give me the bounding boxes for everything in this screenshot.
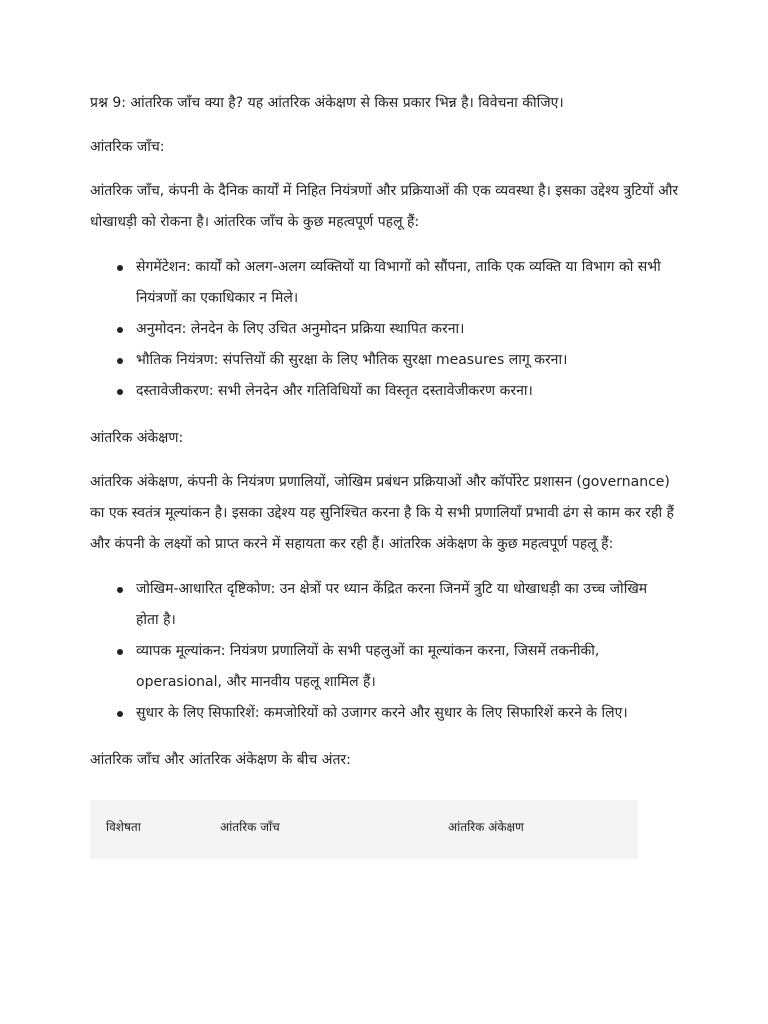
bullet-list-internal-check [90,252,680,407]
list-item: जोखिम-आधारित दृष्टिकोण: उन क्षेत्रों पर ध्यान केंद्रित करना जिनमें त्रुटि या धोखाधड़ी का उच्च जोखिम होता है। [136,574,680,636]
list-item: दस्तावेजीकरण: सभी लेनदेन और गतिविधियों का विस्तृत दस्तावेजीकरण करना। [136,376,680,407]
section-heading-internal-check: आंतरिक जाँच: [90,139,165,155]
table-header-internal-audit: आंतरिक अंकेक्षण [448,820,524,834]
section-heading-internal-audit: आंतरिक अंकेक्षण: [90,430,184,446]
paragraph-internal-audit: आंतरिक अंकेक्षण, कंपनी के नियंत्रण प्रणालियों, जोखिम प्रबंधन प्रक्रियाओं और कॉर्पोरेट प्रशासन (governance) का एक स्वतंत्र मूल्यांकन है। इसका उद्देश्य यह सुनिश्चित करना है कि ये सभी प्रणालियाँ प्रभावी ढंग से काम कर रही हैं और कंपनी के लक्ष्यों को प्राप्त करने में सहायता कर रही हैं। आंतरिक अंकेक्षण के कुछ महत्वपूर्ण पहलू हैं: [90,474,674,552]
comparison-table-header [90,800,638,859]
question-text: प्रश्न 9: आंतरिक जाँच क्या है? यह आंतरिक अंकेक्षण से किस प्रकार भिन्न है। विवेचना कीजिए। [90,95,564,111]
list-item: सुधार के लिए सिफारिशें: कमजोरियों को उजागर करने और सुधार के लिए सिफारिशें करने के लिए। [136,698,680,729]
table-header-internal-check: आंतरिक जाँच [220,820,280,834]
list-item: व्यापक मूल्यांकन: नियंत्रण प्रणालियों के सभी पहलुओं का मूल्यांकन करना, जिसमें तकनीकी, operasional, और मानवीय पहलू शामिल हैं। [136,636,680,698]
bullet-list-internal-audit [90,574,680,729]
list-item: सेगमेंटेशन: कार्यों को अलग-अलग व्यक्तियों या विभागों को सौंपना, ताकि एक व्यक्ति या विभाग को सभी नियंत्रणों का एकाधिकार न मिले। [136,252,680,314]
list-item: भौतिक नियंत्रण: संपत्तियों की सुरक्षा के लिए भौतिक सुरक्षा measures लागू करना। [136,345,680,376]
section-heading-difference: आंतरिक जाँच और आंतरिक अंकेक्षण के बीच अंतर: [90,752,351,768]
list-item: अनुमोदन: लेनदेन के लिए उचित अनुमोदन प्रक्रिया स्थापित करना। [136,314,680,345]
paragraph-internal-check: आंतरिक जाँच, कंपनी के दैनिक कार्यों में निहित नियंत्रणों और प्रक्रियाओं की एक व्यवस्था है। इसका उद्देश्य त्रुटियों और धोखाधड़ी को रोकना है। आंतरिक जाँच के कुछ महत्वपूर्ण पहलू हैं: [90,183,679,230]
table-header-feature: विशेषता [106,820,141,834]
document-body [90,88,680,859]
